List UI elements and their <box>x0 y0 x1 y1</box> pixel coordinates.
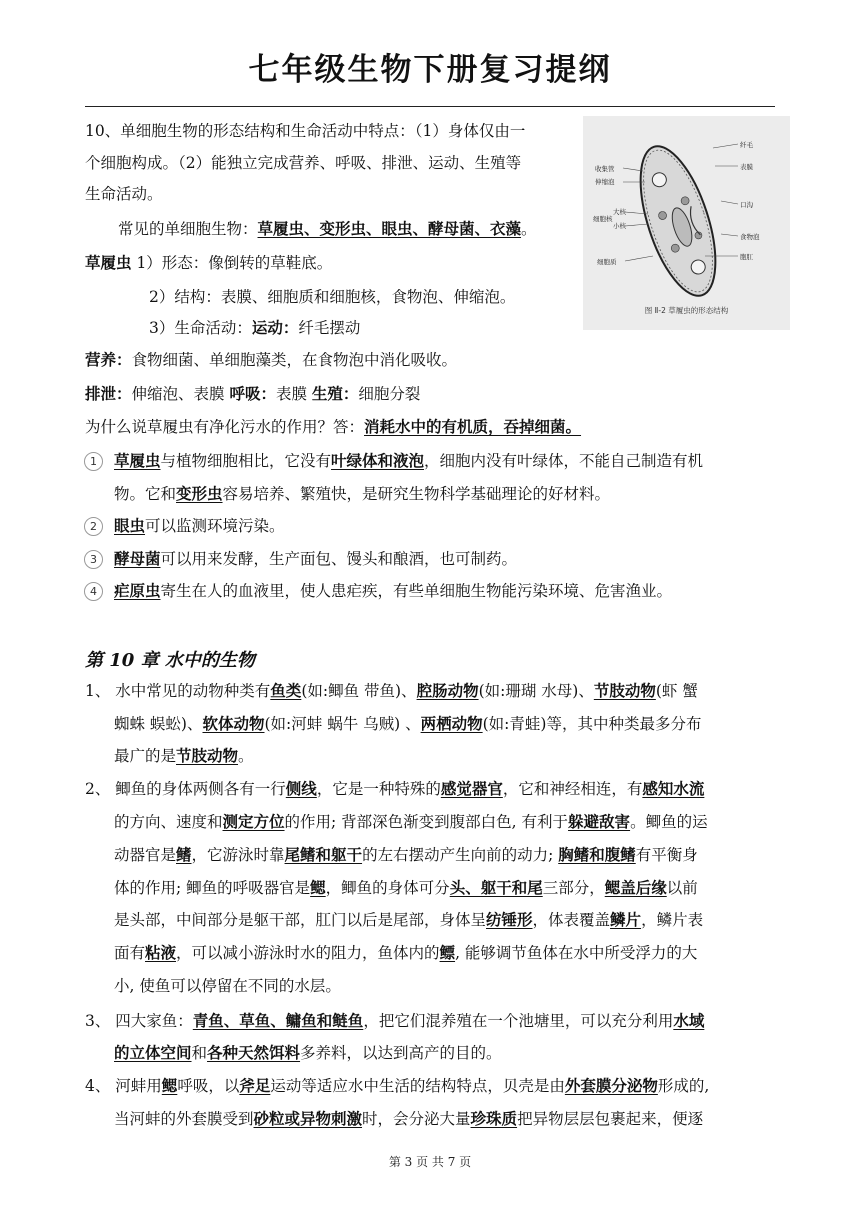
text-line <box>149 287 515 307</box>
text-run: 当河蚌的外套膜受到 <box>114 1110 254 1128</box>
text-run: ，鳞片表 <box>641 911 704 929</box>
emphasis-text: 鳔 <box>439 943 456 962</box>
text-line <box>114 976 341 996</box>
emphasis-text: 生殖： <box>311 384 359 403</box>
text-run: 的方向、速度和 <box>114 813 223 831</box>
text-run: 面有 <box>114 944 146 962</box>
emphasis-text: 的立体空间 <box>114 1043 192 1062</box>
text-run: ，它和神经相连，有 <box>502 780 643 798</box>
emphasis-text: 节肢动物 <box>593 681 656 700</box>
text-run: 呼吸，以 <box>177 1077 240 1095</box>
text-run: 的左右摆动产生向前的动力; <box>362 846 559 864</box>
figure-label: 伸缩泡 <box>595 178 615 186</box>
text-run: 时，会分泌大量 <box>362 1110 471 1128</box>
emphasis-text: 眼虫 <box>114 516 146 535</box>
emphasis-text: 各种天然饵料 <box>207 1043 301 1062</box>
text-line <box>85 1076 709 1096</box>
text-run: (如:青蛙)等，其中种类最多分布 <box>482 715 702 733</box>
text-run: ，把它们混养殖在一个池塘里，可以充分利用 <box>363 1012 674 1030</box>
figure-label: 表膜 <box>740 163 753 171</box>
figure-label: 纤毛 <box>740 141 753 149</box>
emphasis-text: 两栖动物 <box>420 714 483 733</box>
text-run: 表膜 <box>275 385 312 403</box>
text-run: 与植物细胞相比，它没有 <box>160 452 332 470</box>
text-run: 把异物层层包裹起来，便逐 <box>517 1110 704 1128</box>
text-line <box>85 350 457 370</box>
text-run: 常见的单细胞生物： <box>118 220 258 238</box>
text-run: 和 <box>191 1044 208 1062</box>
text-run: 细胞分裂 <box>358 385 421 403</box>
document-title: 七年级生物下册复习提纲 <box>248 52 612 88</box>
emphasis-text: 鳃 <box>310 878 326 897</box>
text-line <box>85 417 581 437</box>
emphasis-text: 腔肠动物 <box>416 681 479 700</box>
emphasis-text: 营养： <box>85 350 132 369</box>
text-run: ，细胞内没有叶绿体，不能自己制造有机 <box>424 452 704 470</box>
text-run: 多养料，以达到高产的目的。 <box>300 1044 502 1062</box>
text-run: 容易培养、繁殖快，是研究生物科学基础理论的好材料。 <box>222 485 611 503</box>
emphasis-text: 感知水流 <box>642 779 705 798</box>
text-run: , 能够调节鱼体在水中所受浮力的大 <box>455 944 698 962</box>
text-run: 动器官是 <box>114 846 177 864</box>
text-run: 4、 河蚌用 <box>85 1077 162 1095</box>
text-run: (如:鲫鱼 带鱼)、 <box>301 682 417 700</box>
emphasis-text: 斧足 <box>239 1076 271 1095</box>
text-line <box>114 910 703 930</box>
chapter-heading: 第 10 章 水中的生物 <box>85 650 255 671</box>
emphasis-text: 草履虫 <box>114 451 161 470</box>
emphasis-text: 胸鳍和腹鳍 <box>558 845 636 864</box>
text-line <box>85 253 332 273</box>
text-run: 体的作用; 鲫鱼的呼吸器官是 <box>114 879 311 897</box>
figure-label: 收集管 <box>595 165 615 173</box>
text-line <box>114 451 703 471</box>
text-line <box>85 121 525 141</box>
list-marker: 4 <box>84 582 103 601</box>
text-run: 是头部，中间部分是躯干部，肛门以后是尾部，身体呈 <box>114 911 487 929</box>
text-run: (如:河蚌 蜗牛 乌贼) 、 <box>264 715 421 733</box>
text-line <box>114 549 517 569</box>
text-line <box>114 878 698 898</box>
emphasis-text: 粘液 <box>145 943 177 962</box>
figure-caption: 图 Ⅱ-2 草履虫的形态结构 <box>644 306 729 315</box>
emphasis-text: 草履虫、变形虫、眼虫、酵母菌、衣藻 <box>257 219 522 238</box>
text-line <box>114 1043 502 1063</box>
emphasis-text: 砂粒或异物刺激 <box>253 1109 363 1128</box>
emphasis-text: 测定方位 <box>222 812 285 831</box>
figure-label: 细胞质 <box>597 258 617 266</box>
text-run: 伸缩泡、表膜 <box>131 385 230 403</box>
emphasis-text: 草履虫 <box>85 253 132 272</box>
text-run: 的作用; 背部深色渐变到腹部白色, 有利于 <box>284 813 569 831</box>
text-run: 1、 水中常见的动物种类有 <box>85 682 271 700</box>
emphasis-text: 珍珠质 <box>470 1109 518 1128</box>
text-run: 小, 使鱼可以停留在不同的水层。 <box>114 977 341 995</box>
text-run: 物。它和 <box>114 485 177 503</box>
text-run: (如:珊瑚 水母)、 <box>478 682 594 700</box>
emphasis-text: 水域 <box>673 1011 705 1030</box>
list-marker: 1 <box>84 452 103 471</box>
emphasis-text: 外套膜分泌物 <box>564 1076 658 1095</box>
figure-label: 大核 <box>613 208 626 216</box>
text-run: ，体表覆盖 <box>532 911 611 929</box>
text-run: 10、单细胞生物的形态结构和生命活动中特点：（1）身体仅由一 <box>85 122 526 140</box>
text-line <box>114 812 708 832</box>
text-line <box>85 1011 704 1031</box>
text-line <box>85 184 163 204</box>
text-run: 形成的, <box>657 1077 710 1095</box>
text-line <box>85 779 704 799</box>
title-divider <box>85 106 775 107</box>
list-marker: 2 <box>84 517 103 536</box>
text-run: 生命活动。 <box>85 185 163 203</box>
text-run: 食物细菌、单细胞藻类，在食物泡中消化吸收。 <box>131 351 458 369</box>
emphasis-text: 鳃 <box>161 1076 178 1095</box>
text-run: (虾 蟹 <box>655 682 698 700</box>
emphasis-text: 呼吸： <box>229 384 276 403</box>
text-run: 寄生在人的血液里，使人患疟疾，有些单细胞生物能污染环境、危害渔业。 <box>160 582 673 600</box>
emphasis-text: 运动： <box>251 318 299 337</box>
emphasis-text: 鱼类 <box>270 681 302 700</box>
emphasis-text: 头、躯干和尾 <box>449 878 543 897</box>
emphasis-text: 躲避敌害 <box>568 812 631 831</box>
figure-label: 食物泡 <box>740 233 760 241</box>
figure-label: 细胞核 <box>593 215 613 223</box>
emphasis-text: 变形虫 <box>176 484 223 503</box>
figure-label: 口沟 <box>740 201 753 209</box>
emphasis-text: 尾鳍和躯干 <box>284 845 363 864</box>
emphasis-text: 疟原虫 <box>114 581 161 600</box>
emphasis-text: 鳞片 <box>610 910 642 929</box>
list-marker: 3 <box>84 550 103 569</box>
emphasis-text: 节肢动物 <box>176 746 239 765</box>
text-run: 可以监测环境污染。 <box>145 517 285 535</box>
emphasis-text: 酵母菌 <box>114 549 161 568</box>
text-line <box>114 943 697 963</box>
text-run: 2）结构：表膜、细胞质和细胞核，食物泡、伸缩泡。 <box>149 288 516 306</box>
text-run: 2、 鲫鱼的身体两侧各有一行 <box>85 780 286 798</box>
text-line <box>149 318 360 338</box>
text-line <box>114 714 701 734</box>
text-line <box>114 1109 703 1129</box>
text-line <box>114 581 672 601</box>
text-line <box>118 219 537 239</box>
text-run: 为什么说草履虫有净化污水的作用？答： <box>85 418 365 436</box>
text-line <box>114 484 610 504</box>
text-run: 最广的是 <box>114 747 177 765</box>
text-run: 纤毛摆动 <box>298 319 361 337</box>
text-run: ，可以减小游泳时水的阻力，鱼体内的 <box>176 944 440 962</box>
text-run: 3）生命活动： <box>149 319 252 337</box>
emphasis-text: 软体动物 <box>202 714 265 733</box>
emphasis-text: 叶绿体和液泡 <box>331 451 425 470</box>
text-run: 可以用来发酵，生产面包、馒头和酿酒，也可制药。 <box>160 550 518 568</box>
emphasis-text: 纺锤形 <box>486 910 533 929</box>
text-run: 。鲫鱼的运 <box>630 813 708 831</box>
figure-label: 小核 <box>613 222 626 230</box>
text-run: 有平衡身 <box>635 846 698 864</box>
text-run: 3、 四大家鱼： <box>85 1012 193 1030</box>
paramecium-diagram <box>583 116 790 330</box>
emphasis-text: 感觉器官 <box>440 779 503 798</box>
text-run: 。 <box>238 747 254 765</box>
emphasis-text: 鳃盖后缘 <box>604 878 667 897</box>
figure-label: 胞肛 <box>740 253 753 261</box>
emphasis-text: 排泄： <box>85 384 132 403</box>
emphasis-text: 鳍 <box>176 845 192 864</box>
text-run: 三部分， <box>542 879 605 897</box>
text-run: ，鲫鱼的身体可分 <box>325 879 450 897</box>
text-run: ，它游泳时靠 <box>191 846 285 864</box>
text-run: ，它是一种特殊的 <box>316 780 441 798</box>
emphasis-text: 消耗水中的有机质，吞掉细菌。 <box>364 417 582 436</box>
page-footer: 第 3 页 共 7 页 <box>388 1155 472 1169</box>
text-run: 1）形态：像倒转的草鞋底。 <box>131 254 333 272</box>
text-run: 以前 <box>666 879 698 897</box>
text-run: 蜘蛛 蜈蚣)、 <box>114 715 203 733</box>
text-line <box>85 384 420 404</box>
text-run: 。 <box>521 220 537 238</box>
text-line <box>114 516 285 536</box>
emphasis-text: 青鱼、草鱼、鳙鱼和鲢鱼 <box>192 1011 364 1030</box>
text-run: 运动等适应水中生活的结构特点，贝壳是由 <box>270 1077 565 1095</box>
text-line <box>85 681 698 701</box>
text-line <box>114 845 698 865</box>
text-line <box>114 746 254 766</box>
text-line <box>85 153 521 173</box>
paramecium-figure <box>583 116 790 330</box>
emphasis-text: 侧线 <box>285 779 317 798</box>
text-run: 个细胞构成。（2）能独立完成营养、呼吸、排泄、运动、生殖等 <box>85 154 522 172</box>
